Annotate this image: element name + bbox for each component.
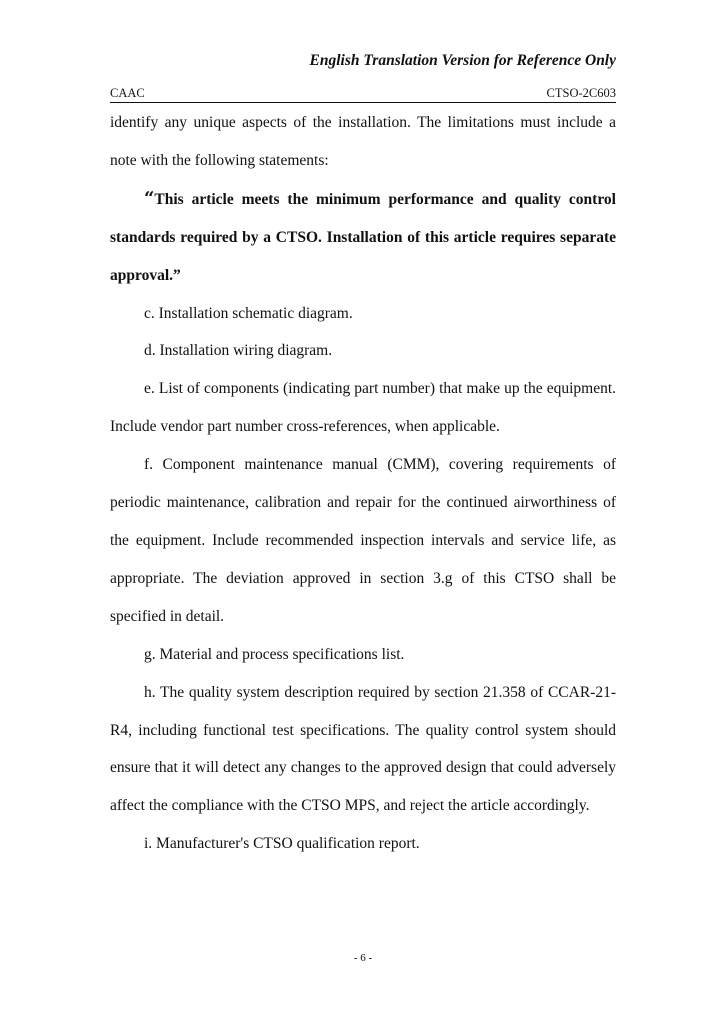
list-item-i: i. Manufacturer's CTSO qualification report. xyxy=(144,835,420,853)
list-item-g: g. Material and process specifications list. xyxy=(144,645,405,663)
translation-note: English Translation Version for Reference Only xyxy=(309,52,616,69)
list-item-c: c. Installation schematic diagram. xyxy=(144,304,353,322)
list-item-h: h. The quality system description required by section 21.358 of CCAR-21-R4, including functional test specifications. The quality control system should ensure that it will detect any changes to the approved design that could adversely affect the compliance with the CTSO MPS, and reject the article accordingly. xyxy=(110,683,616,815)
list-item-f: f. Component maintenance manual (CMM), covering requirements of periodic maintenance, calibration and repair for the continued airworthiness of the equipment. Include recommended inspection intervals and service life, as appropriate. The deviation approved in section 3.g of this CTSO shall be specified in detail. xyxy=(110,456,616,625)
header-document-id: CTSO-2C603 xyxy=(546,86,616,100)
header-organization: CAAC xyxy=(110,86,145,100)
quote-open-mark: “ xyxy=(144,187,155,209)
page-header xyxy=(110,86,616,103)
paragraph-limitations: identify any unique aspects of the installation. The limitations must include a note with the following statements: xyxy=(110,114,616,169)
list-item-e: e. List of components (indicating part number) that make up the equipment. Include vendor part number cross-references, when applicable. xyxy=(110,380,616,436)
list-item-d: d. Installation wiring diagram. xyxy=(144,342,333,360)
quote-text: This article meets the minimum performance and quality control standards required by a CTSO. Installation of this article requires separate approval.” xyxy=(110,190,616,284)
document-page xyxy=(110,0,616,1024)
quote-paragraph xyxy=(110,180,616,295)
body-text xyxy=(110,104,616,863)
page-number: - 6 - xyxy=(353,952,373,964)
